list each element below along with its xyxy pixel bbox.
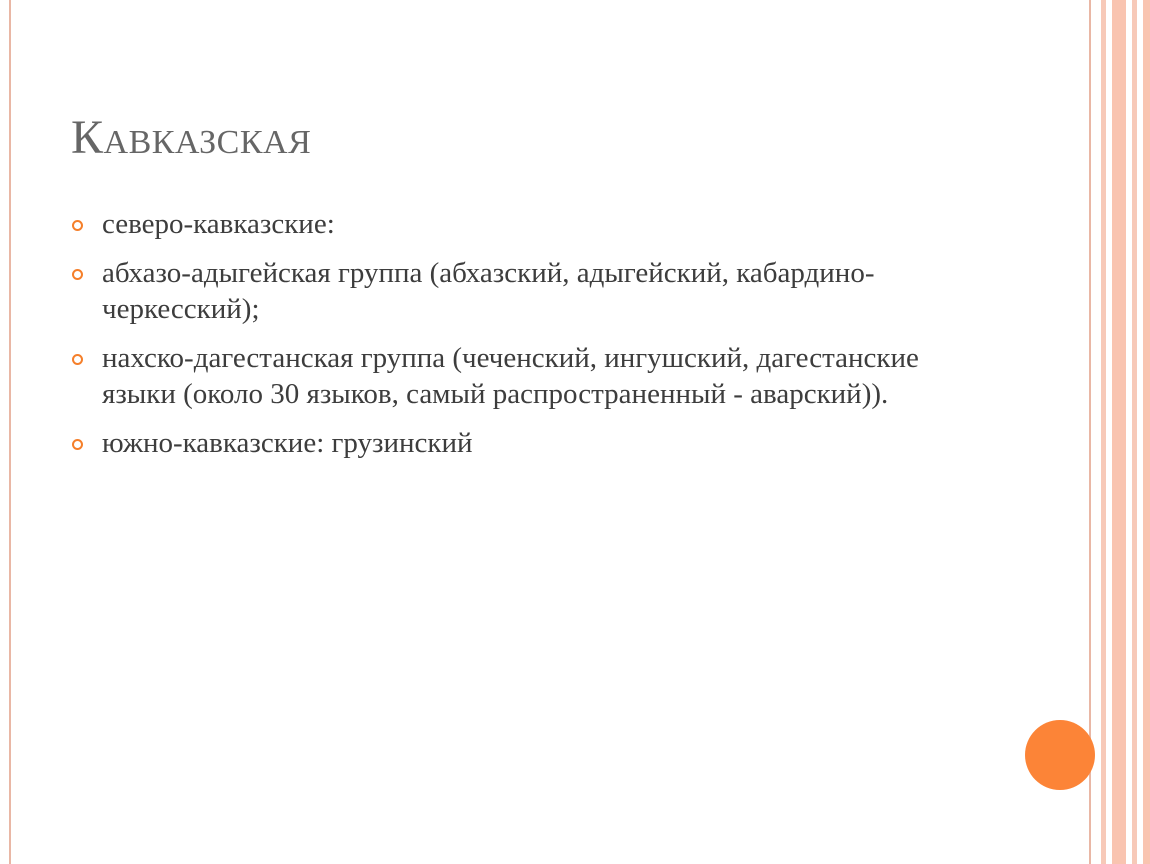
bullet-text: абхазо-адыгейская группа (абхазский, адыгейский, кабардино-черкесский); — [102, 257, 875, 325]
bullet-circle-icon — [72, 220, 83, 231]
bullet-item — [71, 425, 971, 461]
bullet-text: южно-кавказские: грузинский — [102, 427, 473, 459]
bullet-text: северо-кавказские: — [102, 208, 335, 240]
bullet-list — [71, 206, 971, 474]
bullet-text: нахско-дагестанская группа (чеченский, ингушский, дагестанские языки (около 30 языков, самый распространенный - аварский)). — [102, 342, 919, 410]
bullet-circle-icon — [72, 354, 83, 365]
bullet-item — [71, 255, 971, 327]
decor-stripe — [1143, 0, 1150, 864]
bullet-circle-icon — [72, 439, 83, 450]
orange-circle-decoration — [1025, 720, 1095, 790]
decor-stripe — [1112, 0, 1126, 864]
bullet-circle-icon — [72, 269, 83, 280]
decor-stripe — [1132, 0, 1137, 864]
bullet-item — [71, 340, 971, 412]
decor-stripe — [1101, 0, 1106, 864]
slide-title: Кавказская — [71, 111, 312, 164]
bullet-item — [71, 206, 971, 242]
